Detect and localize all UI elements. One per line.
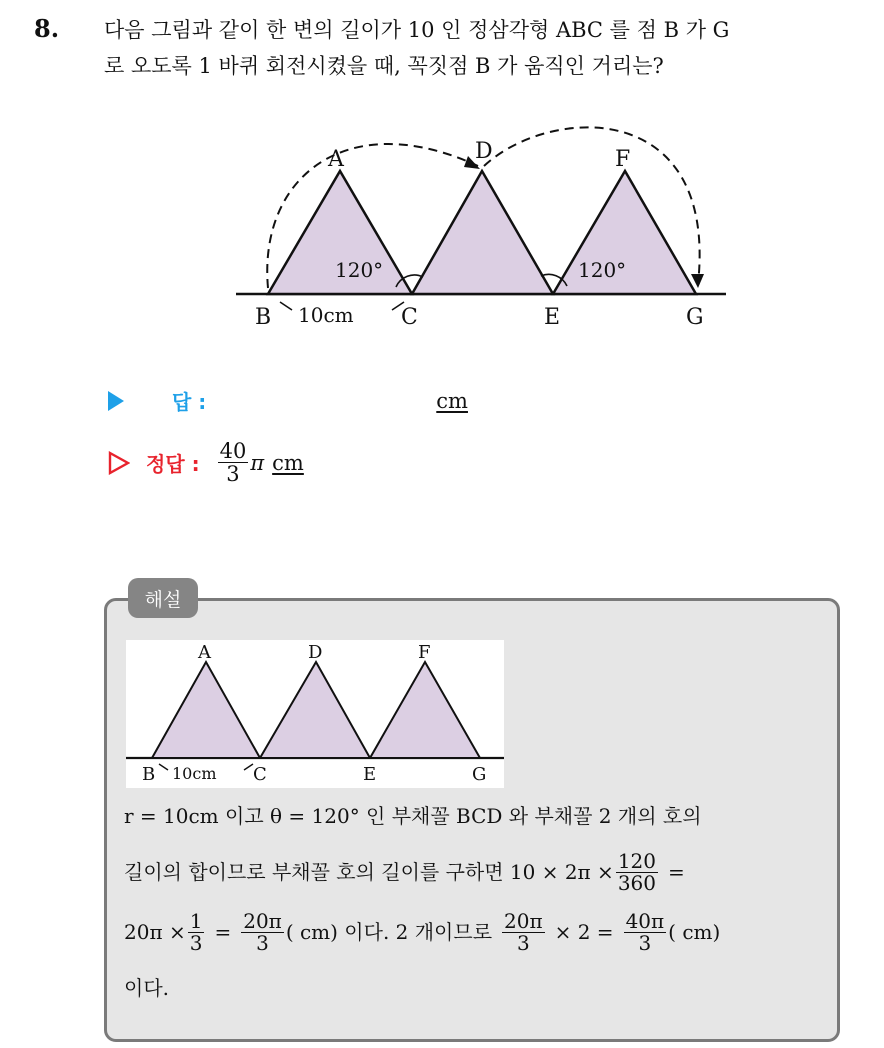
fraction-120-360 xyxy=(616,848,658,895)
fraction-numerator: 20π xyxy=(243,908,282,933)
equals-sign: = xyxy=(668,860,685,884)
solution-line-3-d: ( cm) xyxy=(668,920,721,944)
side-mark-left xyxy=(280,302,292,310)
arrowhead-g xyxy=(691,274,704,288)
fraction-denominator: 3 xyxy=(189,930,203,955)
correct-answer-unit: cm xyxy=(272,450,304,475)
question-line-1: 다음 그림과 같이 한 변의 길이가 10 인 정삼각형 ABC 를 점 B 가 G xyxy=(104,18,730,42)
solution-label-d: D xyxy=(308,642,323,663)
solution-line-3 xyxy=(124,902,836,962)
label-g: G xyxy=(686,305,704,330)
question-number: 8. xyxy=(34,14,60,43)
fraction-numerator: 1 xyxy=(189,908,203,933)
solution-line-4: 이다. xyxy=(124,976,169,1000)
label-f: F xyxy=(615,147,631,172)
fraction-20pi-3-second xyxy=(502,908,545,955)
label-d: D xyxy=(475,139,493,164)
solution-label-e: E xyxy=(363,764,377,785)
solution-triangle-abc xyxy=(152,662,260,758)
fraction-denominator: 3 xyxy=(516,930,530,955)
fraction-denominator: 3 xyxy=(226,462,240,487)
solution-label-g: G xyxy=(472,764,487,785)
correct-answer-row xyxy=(108,440,304,485)
correct-answer-fraction xyxy=(218,440,249,485)
angle-label-e: 120° xyxy=(578,258,627,282)
answer-unit: cm xyxy=(436,388,468,413)
solution-line-2 xyxy=(124,842,836,902)
solution-side-mark-left xyxy=(159,764,168,770)
solution-side-mark-right xyxy=(244,764,253,770)
pi-symbol: π xyxy=(250,450,265,475)
fraction-numerator: 20π xyxy=(504,908,543,933)
solution-label-a: A xyxy=(198,642,211,663)
angle-label-c: 120° xyxy=(335,258,384,282)
question-text xyxy=(104,12,874,84)
fraction-denominator: 3 xyxy=(256,930,269,955)
fraction-1-3 xyxy=(188,908,205,955)
label-b: B xyxy=(255,305,272,330)
triangle-cde xyxy=(412,171,553,294)
equals-sign: = xyxy=(214,920,232,944)
solution-line-3-b: ( cm) 이다. 2 개이므로 xyxy=(285,920,493,944)
fraction-numerator: 120 xyxy=(617,848,656,873)
solution-line-2-text: 길이의 합이므로 부채꼴 호의 길이를 구하면 10 × 2π × xyxy=(124,860,614,884)
label-a: A xyxy=(328,147,344,172)
side-label: 10cm xyxy=(298,303,354,327)
label-e: E xyxy=(544,305,561,330)
solution-label-f: F xyxy=(418,642,431,663)
solution-triangle-cde xyxy=(260,662,370,758)
answer-row xyxy=(108,386,468,415)
question-line-2: 로 오도록 1 바퀴 회전시켰을 때, 꼭짓점 B 가 움직인 거리는? xyxy=(104,54,664,78)
fraction-denominator: 360 xyxy=(617,870,656,895)
answer-label: 답 : xyxy=(172,390,207,414)
solution-label-b: B xyxy=(142,764,156,785)
solution-text xyxy=(124,790,836,1014)
fraction-denominator: 3 xyxy=(638,930,652,955)
solution-line-3-c: × 2 = xyxy=(554,920,614,944)
solution-tab: 해설 xyxy=(128,578,198,618)
outline-triangle-icon xyxy=(108,451,130,475)
fraction-20pi-3 xyxy=(241,908,284,955)
fraction-numerator: 40 xyxy=(219,439,247,463)
fraction-numerator: 40π xyxy=(625,908,665,933)
solution-line-3-a: 20π × xyxy=(124,920,186,944)
filled-triangle-icon xyxy=(108,391,124,411)
label-c: C xyxy=(401,305,418,330)
solution-figure xyxy=(126,640,504,788)
correct-answer-label: 정답 : xyxy=(146,452,200,477)
solution-triangle-efg xyxy=(370,662,480,758)
solution-label-c: C xyxy=(253,764,267,785)
fraction-40pi-3 xyxy=(624,908,667,955)
solution-side-label: 10cm xyxy=(172,764,217,783)
rotation-figure xyxy=(228,116,728,336)
solution-line-1: r = 10cm 이고 θ = 120° 인 부채꼴 BCD 와 부채꼴 2 개의 호의 xyxy=(124,804,702,828)
